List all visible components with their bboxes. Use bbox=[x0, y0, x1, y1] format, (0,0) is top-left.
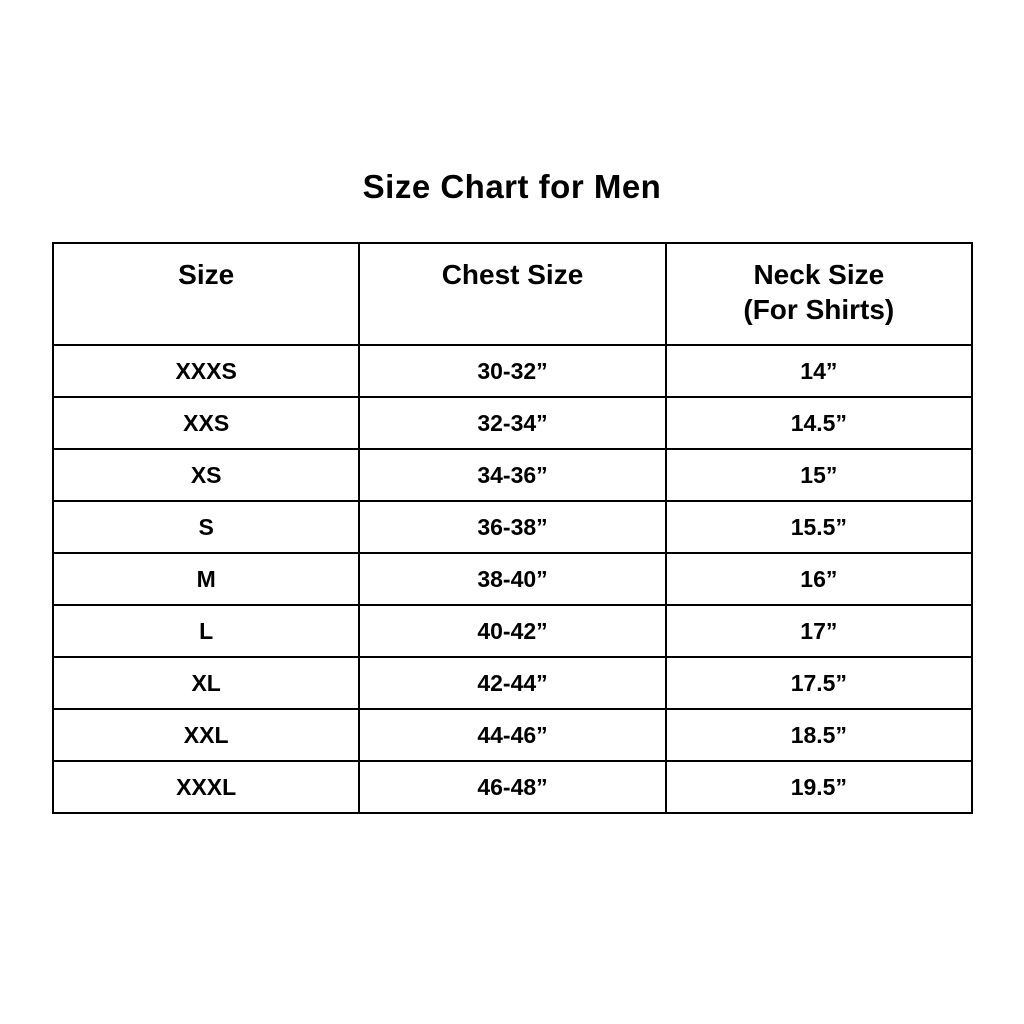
chest-size-cell: 44-46” bbox=[359, 709, 665, 761]
table-row bbox=[53, 605, 972, 657]
size-cell: XXS bbox=[53, 397, 359, 449]
header-row bbox=[53, 243, 972, 345]
size-cell: XXXL bbox=[53, 761, 359, 813]
chest-size-cell: 42-44” bbox=[359, 657, 665, 709]
table-row bbox=[53, 501, 972, 553]
chest-size-cell: 36-38” bbox=[359, 501, 665, 553]
table-row bbox=[53, 397, 972, 449]
neck-size-cell: 14” bbox=[666, 345, 972, 397]
size-cell: XXL bbox=[53, 709, 359, 761]
page-title: Size Chart for Men bbox=[362, 168, 662, 205]
table-row bbox=[53, 553, 972, 605]
column-header-size-label: Size bbox=[178, 259, 235, 290]
table-body bbox=[53, 345, 972, 813]
neck-size-cell: 17” bbox=[666, 605, 972, 657]
column-header-neck-size bbox=[666, 243, 972, 345]
chest-size-cell: 32-34” bbox=[359, 397, 665, 449]
table-row bbox=[53, 657, 972, 709]
size-cell: XXXS bbox=[53, 345, 359, 397]
neck-size-cell: 16” bbox=[666, 553, 972, 605]
size-cell: XS bbox=[53, 449, 359, 501]
table-row bbox=[53, 345, 972, 397]
table-row bbox=[53, 761, 972, 813]
table-row bbox=[53, 449, 972, 501]
table-row bbox=[53, 709, 972, 761]
chest-size-cell: 46-48” bbox=[359, 761, 665, 813]
neck-size-cell: 18.5” bbox=[666, 709, 972, 761]
size-cell: M bbox=[53, 553, 359, 605]
size-cell: XL bbox=[53, 657, 359, 709]
size-cell: L bbox=[53, 605, 359, 657]
column-header-chest-size bbox=[359, 243, 665, 345]
neck-size-cell: 14.5” bbox=[666, 397, 972, 449]
neck-size-cell: 19.5” bbox=[666, 761, 972, 813]
column-header-size bbox=[53, 243, 359, 345]
neck-size-cell: 17.5” bbox=[666, 657, 972, 709]
chest-size-cell: 34-36” bbox=[359, 449, 665, 501]
table-header bbox=[53, 243, 972, 345]
size-chart-table bbox=[52, 242, 973, 814]
column-header-neck-size-label: Neck Size bbox=[753, 259, 885, 290]
chest-size-cell: 40-42” bbox=[359, 605, 665, 657]
chest-size-cell: 30-32” bbox=[359, 345, 665, 397]
neck-size-cell: 15.5” bbox=[666, 501, 972, 553]
size-cell: S bbox=[53, 501, 359, 553]
chest-size-cell: 38-40” bbox=[359, 553, 665, 605]
column-header-neck-size-sublabel: (For Shirts) bbox=[743, 294, 895, 325]
neck-size-cell: 15” bbox=[666, 449, 972, 501]
column-header-chest-size-label: Chest Size bbox=[441, 259, 584, 290]
